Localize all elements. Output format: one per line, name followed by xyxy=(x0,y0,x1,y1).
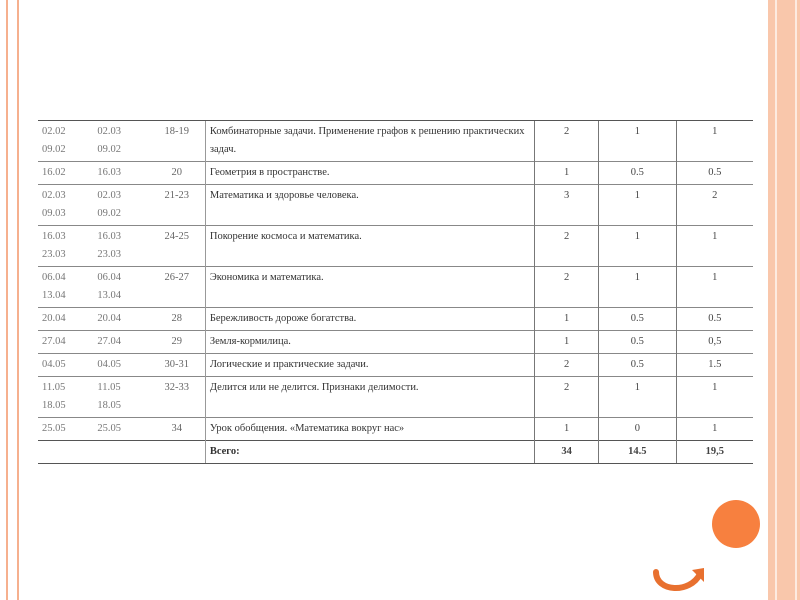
table-row xyxy=(38,162,753,185)
date-value: 02.03 xyxy=(42,190,66,201)
table-row xyxy=(38,121,753,162)
date-cell xyxy=(93,226,148,267)
date-cell xyxy=(93,377,148,418)
total-row xyxy=(38,441,753,464)
hours-theory-cell: 1 xyxy=(599,121,676,162)
hours-theory-cell: 0.5 xyxy=(599,354,676,377)
date-cell xyxy=(93,162,148,185)
right-border-decoration xyxy=(768,0,800,600)
topic-cell: Покорение космоса и математика. xyxy=(205,226,534,267)
hours-practice-cell: 2 xyxy=(676,185,753,226)
date-value: 06.04 xyxy=(97,272,121,283)
topic-cell: Земля-кормилица. xyxy=(205,331,534,354)
date-value: 27.04 xyxy=(42,336,66,347)
date-value: 04.05 xyxy=(42,359,66,370)
date-cell xyxy=(93,418,148,441)
total-cell: Всего: xyxy=(205,441,534,464)
hours-practice-cell: 0,5 xyxy=(676,331,753,354)
table-row xyxy=(38,308,753,331)
lesson-number-cell: 20 xyxy=(149,162,206,185)
table-row xyxy=(38,377,753,418)
date-value: 23.03 xyxy=(42,249,66,260)
lesson-number-cell: 24-25 xyxy=(149,226,206,267)
table-row xyxy=(38,418,753,441)
topic-cell: Математика и здоровье человека. xyxy=(205,185,534,226)
hours-theory-cell: 0.5 xyxy=(599,308,676,331)
hours-practice-cell: 1 xyxy=(676,377,753,418)
date-cell xyxy=(93,331,148,354)
hours-theory-cell: 0 xyxy=(599,418,676,441)
topic-cell: Логические и практические задачи. xyxy=(205,354,534,377)
table-row xyxy=(38,354,753,377)
hours-practice-cell: 1 xyxy=(676,121,753,162)
table-row xyxy=(38,331,753,354)
lesson-number-cell: 34 xyxy=(149,418,206,441)
date-value: 20.04 xyxy=(97,313,121,324)
date-cell xyxy=(93,185,148,226)
left-border-decoration xyxy=(6,0,19,600)
hours-total-cell: 1 xyxy=(535,418,599,441)
lesson-number-cell: 30-31 xyxy=(149,354,206,377)
orange-circle-decoration xyxy=(712,500,760,548)
date-cell xyxy=(38,162,93,185)
date-value: 18.05 xyxy=(42,400,66,411)
date-cell xyxy=(93,308,148,331)
topic-cell: Бережливость дороже богатства. xyxy=(205,308,534,331)
date-value: 23.03 xyxy=(97,249,121,260)
hours-practice-cell: 0.5 xyxy=(676,162,753,185)
date-value: 16.03 xyxy=(97,167,121,178)
date-cell xyxy=(38,354,93,377)
empty-cell xyxy=(93,441,148,464)
hours-total-cell: 2 xyxy=(535,267,599,308)
hours-total-cell: 3 xyxy=(535,185,599,226)
hours-total-cell: 2 xyxy=(535,377,599,418)
date-value: 09.02 xyxy=(97,144,121,155)
date-cell xyxy=(93,354,148,377)
date-cell xyxy=(38,226,93,267)
topic-cell: Комбинаторные задачи. Применение графов к решению практических задач. xyxy=(205,121,534,162)
hours-practice-cell: 1 xyxy=(676,418,753,441)
hours-practice-cell: 1 xyxy=(676,267,753,308)
date-value: 25.05 xyxy=(97,423,121,434)
lesson-number-cell: 29 xyxy=(149,331,206,354)
date-cell xyxy=(93,267,148,308)
hours-theory-cell: 0.5 xyxy=(599,162,676,185)
topic-cell: Урок обобщения. «Математика вокруг нас» xyxy=(205,418,534,441)
schedule-table xyxy=(38,120,753,464)
hours-total-cell: 2 xyxy=(535,121,599,162)
hours-total-cell: 1 xyxy=(535,162,599,185)
hours-theory-cell: 1 xyxy=(599,226,676,267)
lesson-number-cell: 28 xyxy=(149,308,206,331)
curved-arrow-icon[interactable] xyxy=(650,560,710,600)
hours-total-cell: 2 xyxy=(535,354,599,377)
date-cell xyxy=(38,308,93,331)
date-value: 16.03 xyxy=(42,231,66,242)
hours-theory-cell: 0.5 xyxy=(599,331,676,354)
date-cell xyxy=(38,121,93,162)
date-cell xyxy=(38,418,93,441)
total-cell: 14.5 xyxy=(599,441,676,464)
empty-cell xyxy=(38,441,93,464)
date-value: 11.05 xyxy=(42,382,66,393)
date-value: 02.03 xyxy=(97,190,121,201)
empty-cell xyxy=(149,441,206,464)
date-value: 04.05 xyxy=(97,359,121,370)
date-value: 20.04 xyxy=(42,313,66,324)
hours-practice-cell: 1 xyxy=(676,226,753,267)
total-cell: 34 xyxy=(535,441,599,464)
table-row xyxy=(38,185,753,226)
hours-total-cell: 1 xyxy=(535,308,599,331)
date-cell xyxy=(38,331,93,354)
date-value: 25.05 xyxy=(42,423,66,434)
lesson-number-cell: 21-23 xyxy=(149,185,206,226)
date-value: 09.02 xyxy=(42,144,66,155)
topic-cell: Экономика и математика. xyxy=(205,267,534,308)
hours-theory-cell: 1 xyxy=(599,377,676,418)
total-cell: 19,5 xyxy=(676,441,753,464)
hours-practice-cell: 0.5 xyxy=(676,308,753,331)
date-cell xyxy=(93,121,148,162)
date-cell xyxy=(38,377,93,418)
lesson-number-cell: 26-27 xyxy=(149,267,206,308)
date-value: 06.04 xyxy=(42,272,66,283)
date-value: 18.05 xyxy=(97,400,121,411)
date-cell xyxy=(38,185,93,226)
date-value: 02.03 xyxy=(97,126,121,137)
lesson-number-cell: 18-19 xyxy=(149,121,206,162)
date-value: 02.02 xyxy=(42,126,66,137)
date-value: 11.05 xyxy=(97,382,121,393)
hours-practice-cell: 1.5 xyxy=(676,354,753,377)
hours-total-cell: 1 xyxy=(535,331,599,354)
date-value: 13.04 xyxy=(42,290,66,301)
date-value: 09.03 xyxy=(42,208,66,219)
date-value: 16.02 xyxy=(42,167,66,178)
date-value: 27.04 xyxy=(97,336,121,347)
hours-theory-cell: 1 xyxy=(599,185,676,226)
date-value: 13.04 xyxy=(97,290,121,301)
hours-total-cell: 2 xyxy=(535,226,599,267)
date-cell xyxy=(38,267,93,308)
table-row xyxy=(38,267,753,308)
lesson-number-cell: 32-33 xyxy=(149,377,206,418)
date-value: 16.03 xyxy=(97,231,121,242)
topic-cell: Геометрия в пространстве. xyxy=(205,162,534,185)
hours-theory-cell: 1 xyxy=(599,267,676,308)
table-row xyxy=(38,226,753,267)
date-value: 09.02 xyxy=(97,208,121,219)
topic-cell: Делится или не делится. Признаки делимости. xyxy=(205,377,534,418)
